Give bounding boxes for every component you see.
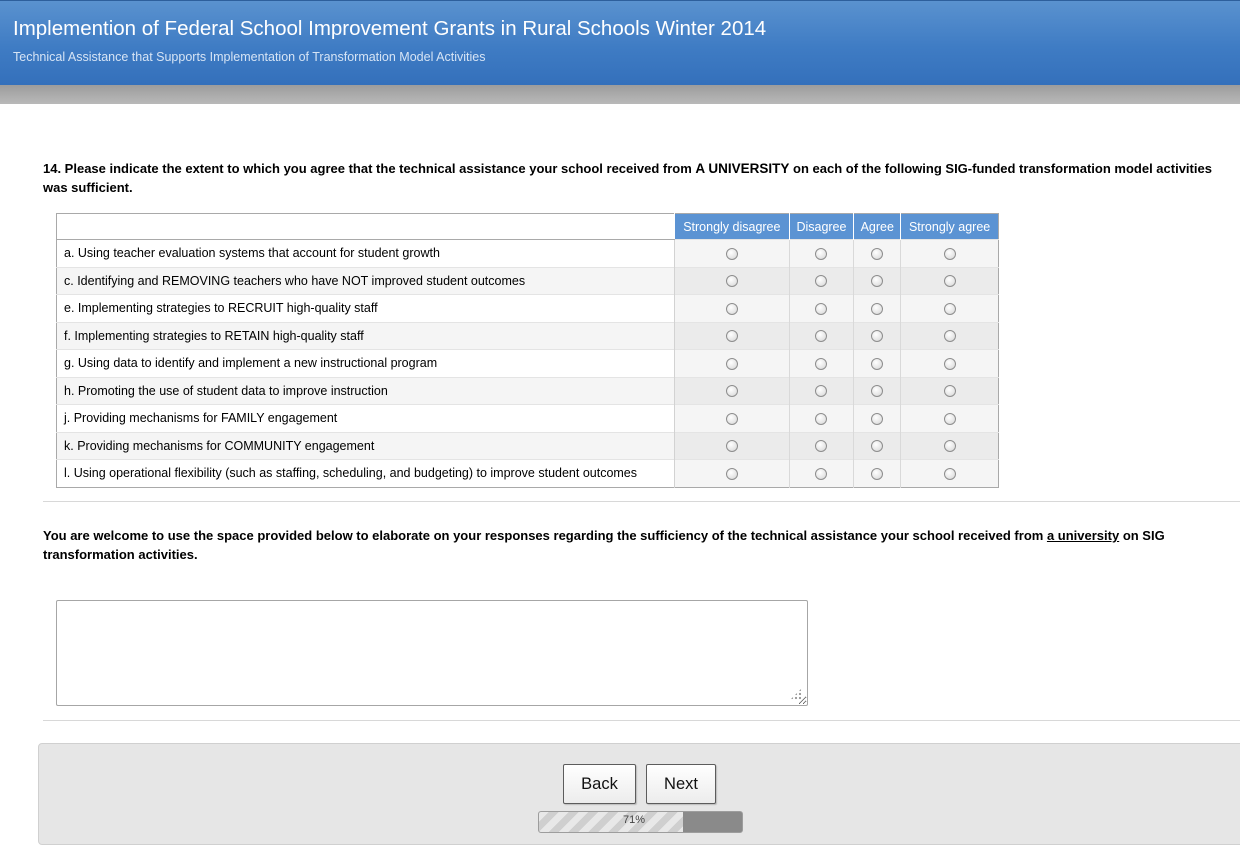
matrix-option-cell [789, 432, 854, 460]
matrix-option-cell [854, 350, 901, 378]
progress-label: 71% [622, 814, 646, 826]
elaborate-textarea[interactable] [56, 600, 808, 706]
matrix-col-strongly-agree: Strongly agree [901, 214, 999, 240]
radio-agree[interactable] [871, 468, 883, 480]
radio-strongly-disagree[interactable] [726, 303, 738, 315]
matrix-row-label: a. Using teacher evaluation systems that account for student growth [57, 240, 675, 268]
matrix-option-cell [675, 377, 790, 405]
radio-disagree[interactable] [815, 330, 827, 342]
matrix-row [57, 350, 999, 378]
matrix-row [57, 240, 999, 268]
matrix-row-label: c. Identifying and REMOVING teachers who have NOT improved student outcomes [57, 267, 675, 295]
radio-agree[interactable] [871, 248, 883, 260]
radio-strongly-disagree[interactable] [726, 275, 738, 287]
agreement-matrix [56, 213, 999, 488]
matrix-option-cell [901, 405, 999, 433]
matrix-option-cell [901, 350, 999, 378]
radio-strongly-agree[interactable] [944, 248, 956, 260]
radio-agree[interactable] [871, 303, 883, 315]
matrix-option-cell [854, 460, 901, 488]
radio-strongly-disagree[interactable] [726, 440, 738, 452]
question-14-text-before: 14. Please indicate the extent to which you agree that the technical assistance your school received from [43, 161, 696, 176]
radio-disagree[interactable] [815, 385, 827, 397]
matrix-corner [57, 214, 675, 240]
elaborate-emphasis: a university [1046, 528, 1120, 543]
matrix-option-cell [675, 322, 790, 350]
matrix-option-cell [675, 460, 790, 488]
matrix-row-label: l. Using operational flexibility (such as staffing, scheduling, and budgeting) to improve student outcomes [57, 460, 675, 488]
matrix-option-cell [901, 432, 999, 460]
radio-agree[interactable] [871, 413, 883, 425]
header-divider-bar [0, 85, 1240, 104]
matrix-row [57, 267, 999, 295]
radio-strongly-agree[interactable] [944, 303, 956, 315]
matrix-option-cell [854, 295, 901, 323]
radio-strongly-agree[interactable] [944, 440, 956, 452]
radio-disagree[interactable] [815, 275, 827, 287]
matrix-row [57, 405, 999, 433]
matrix-option-cell [675, 267, 790, 295]
matrix-option-cell [789, 460, 854, 488]
matrix-row-label: g. Using data to identify and implement a new instructional program [57, 350, 675, 378]
matrix-row-label: h. Promoting the use of student data to improve instruction [57, 377, 675, 405]
matrix-option-cell [901, 267, 999, 295]
radio-agree[interactable] [871, 440, 883, 452]
matrix-row [57, 460, 999, 488]
radio-strongly-agree[interactable] [944, 468, 956, 480]
matrix-option-cell [789, 267, 854, 295]
radio-strongly-agree[interactable] [944, 275, 956, 287]
matrix-option-cell [901, 295, 999, 323]
survey-subtitle: Technical Assistance that Supports Implementation of Transformation Model Activities [13, 50, 486, 64]
matrix-option-cell [675, 240, 790, 268]
matrix-option-cell [901, 377, 999, 405]
radio-disagree[interactable] [815, 303, 827, 315]
matrix-option-cell [789, 295, 854, 323]
matrix-row-label: k. Providing mechanisms for COMMUNITY engagement [57, 432, 675, 460]
radio-strongly-agree[interactable] [944, 330, 956, 342]
matrix-row [57, 295, 999, 323]
elaborate-prompt [43, 527, 1223, 564]
radio-disagree[interactable] [815, 440, 827, 452]
elaborate-text-before: You are welcome to use the space provided below to elaborate on your responses regarding the sufficiency of the technical assistance your school received from [43, 528, 1047, 543]
radio-agree[interactable] [871, 358, 883, 370]
matrix-option-cell [789, 350, 854, 378]
matrix-option-cell [901, 460, 999, 488]
section-separator [43, 501, 1240, 502]
radio-strongly-agree[interactable] [944, 358, 956, 370]
radio-strongly-disagree[interactable] [726, 330, 738, 342]
question-14-text-after: on each of the following SIG-funded transformation model activities was sufficient. [43, 161, 1212, 195]
matrix-row-label: e. Implementing strategies to RECRUIT high-quality staff [57, 295, 675, 323]
matrix-row [57, 322, 999, 350]
radio-disagree[interactable] [815, 468, 827, 480]
matrix-col-disagree: Disagree [789, 214, 854, 240]
matrix-col-agree: Agree [854, 214, 901, 240]
matrix-option-cell [901, 322, 999, 350]
matrix-option-cell [854, 405, 901, 433]
matrix-option-cell [901, 240, 999, 268]
radio-disagree[interactable] [815, 248, 827, 260]
matrix-row-label: f. Implementing strategies to RETAIN high-quality staff [57, 322, 675, 350]
radio-strongly-disagree[interactable] [726, 358, 738, 370]
radio-strongly-agree[interactable] [944, 385, 956, 397]
elaborate-text-after: on SIG transformation activities. [43, 528, 1165, 562]
survey-title: Implemention of Federal School Improvement Grants in Rural Schools Winter 2014 [13, 17, 767, 40]
radio-strongly-disagree[interactable] [726, 413, 738, 425]
matrix-option-cell [675, 405, 790, 433]
matrix-option-cell [854, 267, 901, 295]
matrix-option-cell [789, 405, 854, 433]
matrix-option-cell [854, 377, 901, 405]
matrix-col-strongly-disagree: Strongly disagree [675, 214, 790, 240]
radio-strongly-agree[interactable] [944, 413, 956, 425]
progress-bar [538, 811, 743, 833]
radio-agree[interactable] [871, 275, 883, 287]
radio-strongly-disagree[interactable] [726, 248, 738, 260]
matrix-option-cell [675, 432, 790, 460]
matrix-option-cell [789, 240, 854, 268]
survey-header [0, 0, 1240, 85]
question-14-text [43, 160, 1213, 197]
matrix-option-cell [854, 432, 901, 460]
matrix-row-label: j. Providing mechanisms for FAMILY engagement [57, 405, 675, 433]
radio-disagree[interactable] [815, 358, 827, 370]
matrix-row [57, 432, 999, 460]
radio-strongly-disagree[interactable] [726, 468, 738, 480]
matrix-row [57, 377, 999, 405]
matrix-option-cell [675, 295, 790, 323]
section-separator [43, 720, 1240, 721]
radio-agree[interactable] [871, 385, 883, 397]
matrix-option-cell [854, 322, 901, 350]
radio-disagree[interactable] [815, 413, 827, 425]
back-button[interactable]: Back [563, 764, 636, 804]
radio-agree[interactable] [871, 330, 883, 342]
next-button[interactable]: Next [646, 764, 716, 804]
matrix-option-cell [789, 322, 854, 350]
matrix-option-cell [854, 240, 901, 268]
radio-strongly-disagree[interactable] [726, 385, 738, 397]
question-14-emphasis: A UNIVERSITY [695, 161, 790, 176]
matrix-option-cell [675, 350, 790, 378]
matrix-option-cell [789, 377, 854, 405]
